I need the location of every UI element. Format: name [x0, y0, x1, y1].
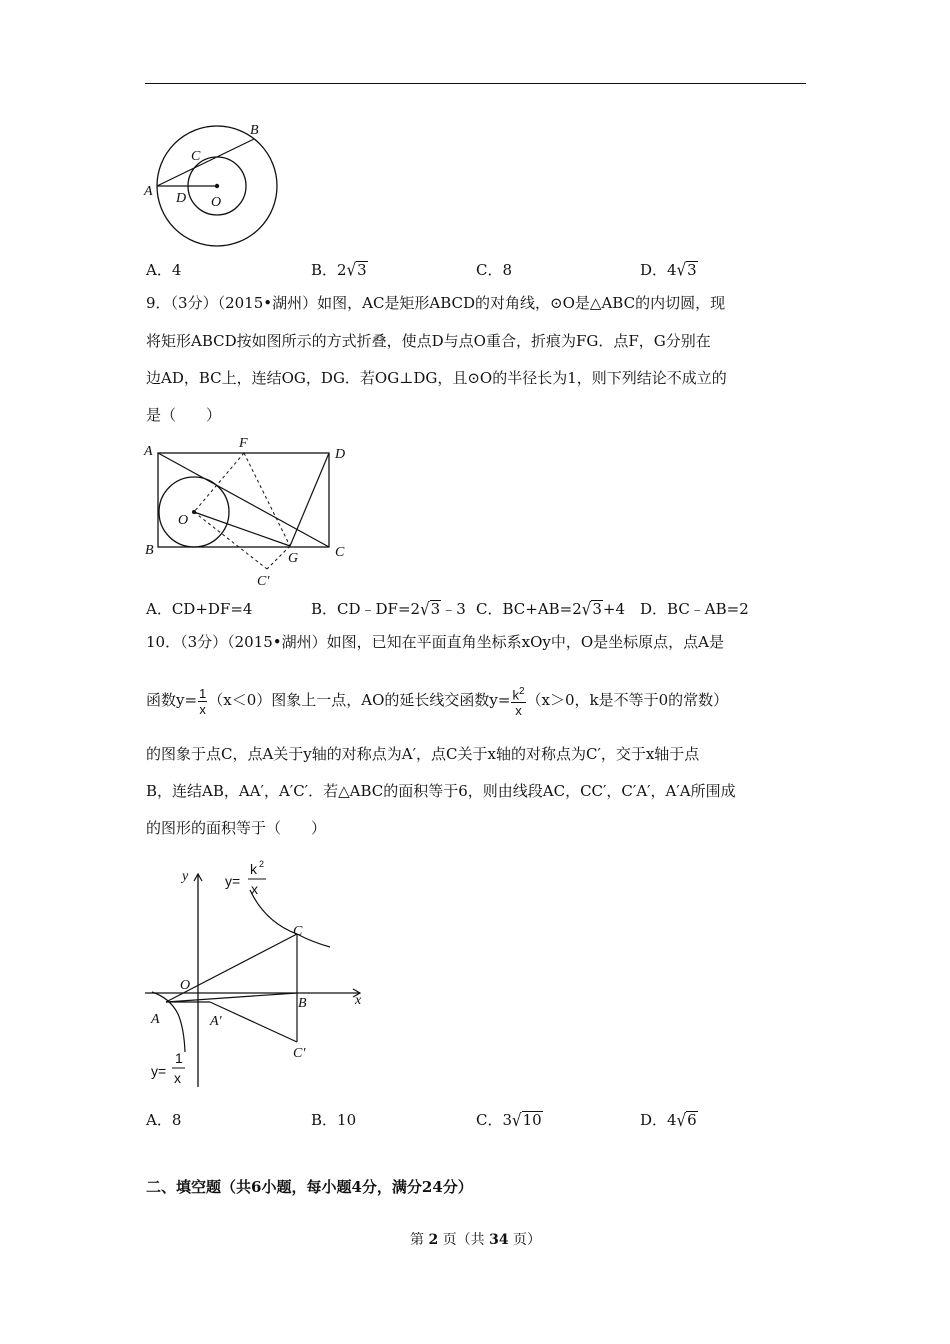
q9-label-d: D: [335, 447, 346, 462]
q8-figure: [140, 118, 285, 253]
q9-figure: [140, 432, 355, 592]
q9-fold-gcp: [267, 546, 290, 569]
q10-eq-bot-y: y=: [151, 1063, 167, 1079]
q8-option-a: A．4: [146, 261, 182, 279]
q10-eq-bot-x: x: [174, 1070, 181, 1086]
q9-diagonal-ac: [158, 453, 329, 547]
q9-label-c: C: [335, 545, 345, 560]
q10-segment-ab: [166, 993, 297, 1002]
q10-eq-top-y: y=: [225, 873, 241, 889]
q10-line-4: B，连结AB，AA′，A′C′．若△ABC的面积等于6，则由线段AC，CC′，C′A′，A′A所围成: [146, 782, 736, 800]
q9-label-cprime: C′: [257, 574, 270, 589]
q10-fraction-1-over-x: $\frac{1}{x}$: [199, 685, 207, 717]
q10-label-o: O: [180, 978, 191, 993]
q9-segment-dg: [290, 453, 329, 546]
q9-label-f: F: [239, 436, 248, 451]
q8-center-dot: [215, 184, 219, 188]
q9-label-o: O: [178, 513, 189, 528]
q10-option-c: C．3√10: [476, 1109, 542, 1131]
q10-segment-apcp: [210, 1002, 297, 1042]
q9-line-2: 将矩形ABCD按如图所示的方式折叠，使点D与点O重合，折痕为FG．点F，G分别在: [146, 332, 711, 350]
q8-label-b: B: [250, 123, 259, 138]
q9-line-4: 是（ ）: [146, 406, 222, 424]
q10-line-3: 的图象于点C，点A关于y轴的对称点为A′，点C关于x轴的对称点为C′，交于x轴于点: [146, 745, 700, 763]
q8-label-o: O: [211, 195, 222, 210]
q10-line-5: 的图形的面积等于（ ）: [146, 819, 327, 837]
q10-label-aprime: A′: [210, 1014, 222, 1029]
q9-label-g: G: [288, 551, 299, 566]
q9-center-dot: [192, 510, 196, 514]
q9-fold-ocp: [194, 512, 267, 569]
q9-option-d: D．BC﹣AB=2: [640, 600, 749, 618]
q10-line-1: 10．（3分）（2015•湖州）如图，已知在平面直角坐标系xOy中，O是坐标原点，点A是: [146, 633, 725, 651]
q10-figure: [140, 852, 375, 1092]
q10-line-2: 函数y= $\frac{1}{x}$ （x＜0）图象上一点，AO的延长线交函数y= $\frac{k^2}{x}$ （x＞0，k是不等于0的常数）: [146, 685, 729, 719]
q9-option-b: B．CD﹣DF=2√3﹣3: [311, 598, 466, 620]
q8-option-c: C．8: [476, 261, 513, 279]
q8-option-b: B．2√3: [311, 259, 367, 281]
q8-option-d: D．4√3: [640, 259, 697, 281]
q10-eq-bot-1: 1: [175, 1050, 183, 1066]
section-heading: 二、填空题（共6小题，每小题4分，满分24分）: [146, 1178, 473, 1196]
q9-option-c: C．BC+AB=2√3+4: [476, 598, 626, 620]
q10-label-cprime: C′: [293, 1046, 306, 1061]
q8-label-a: A: [144, 184, 153, 199]
q10-label-y: y: [182, 869, 189, 884]
q10-option-b: B．10: [311, 1111, 357, 1129]
q9-line-3: 边AD，BC上，连结OG，DG．若OG⊥DG，且⊙O的半径长为1，则下列结论不成立的: [146, 369, 727, 387]
q10-label-a: A: [151, 1012, 160, 1027]
q10-label-x: x: [355, 993, 362, 1008]
q8-label-d: D: [176, 191, 187, 206]
q10-option-a: A．8: [146, 1111, 182, 1129]
q9-option-a: A．CD+DF=4: [146, 600, 253, 618]
q10-label-b: B: [298, 996, 307, 1011]
q9-label-a: A: [144, 444, 153, 459]
q10-eq-top-k: k: [250, 861, 257, 877]
q10-eq-top-exp: 2: [259, 859, 265, 869]
q10-curve-kx: [250, 890, 330, 947]
q9-line-1: 9．（3分）（2015•湖州）如图，AC是矩形ABCD的对角线，⊙O是△ABC的内切圆，现: [146, 294, 726, 312]
q9-label-b: B: [145, 543, 154, 558]
q10-eq-top-x: x: [251, 881, 258, 897]
q8-label-c: C: [191, 149, 201, 164]
header-rule: [145, 83, 806, 84]
q10-label-c: C: [293, 924, 303, 939]
q10-option-d: D．4√6: [640, 1109, 697, 1131]
q10-fraction-k2-over-x: $\frac{k^2}{x}$: [512, 685, 525, 719]
q9-fold-fo: [194, 453, 244, 512]
page-footer: 第 2 页（共 34 页）: [410, 1232, 542, 1248]
